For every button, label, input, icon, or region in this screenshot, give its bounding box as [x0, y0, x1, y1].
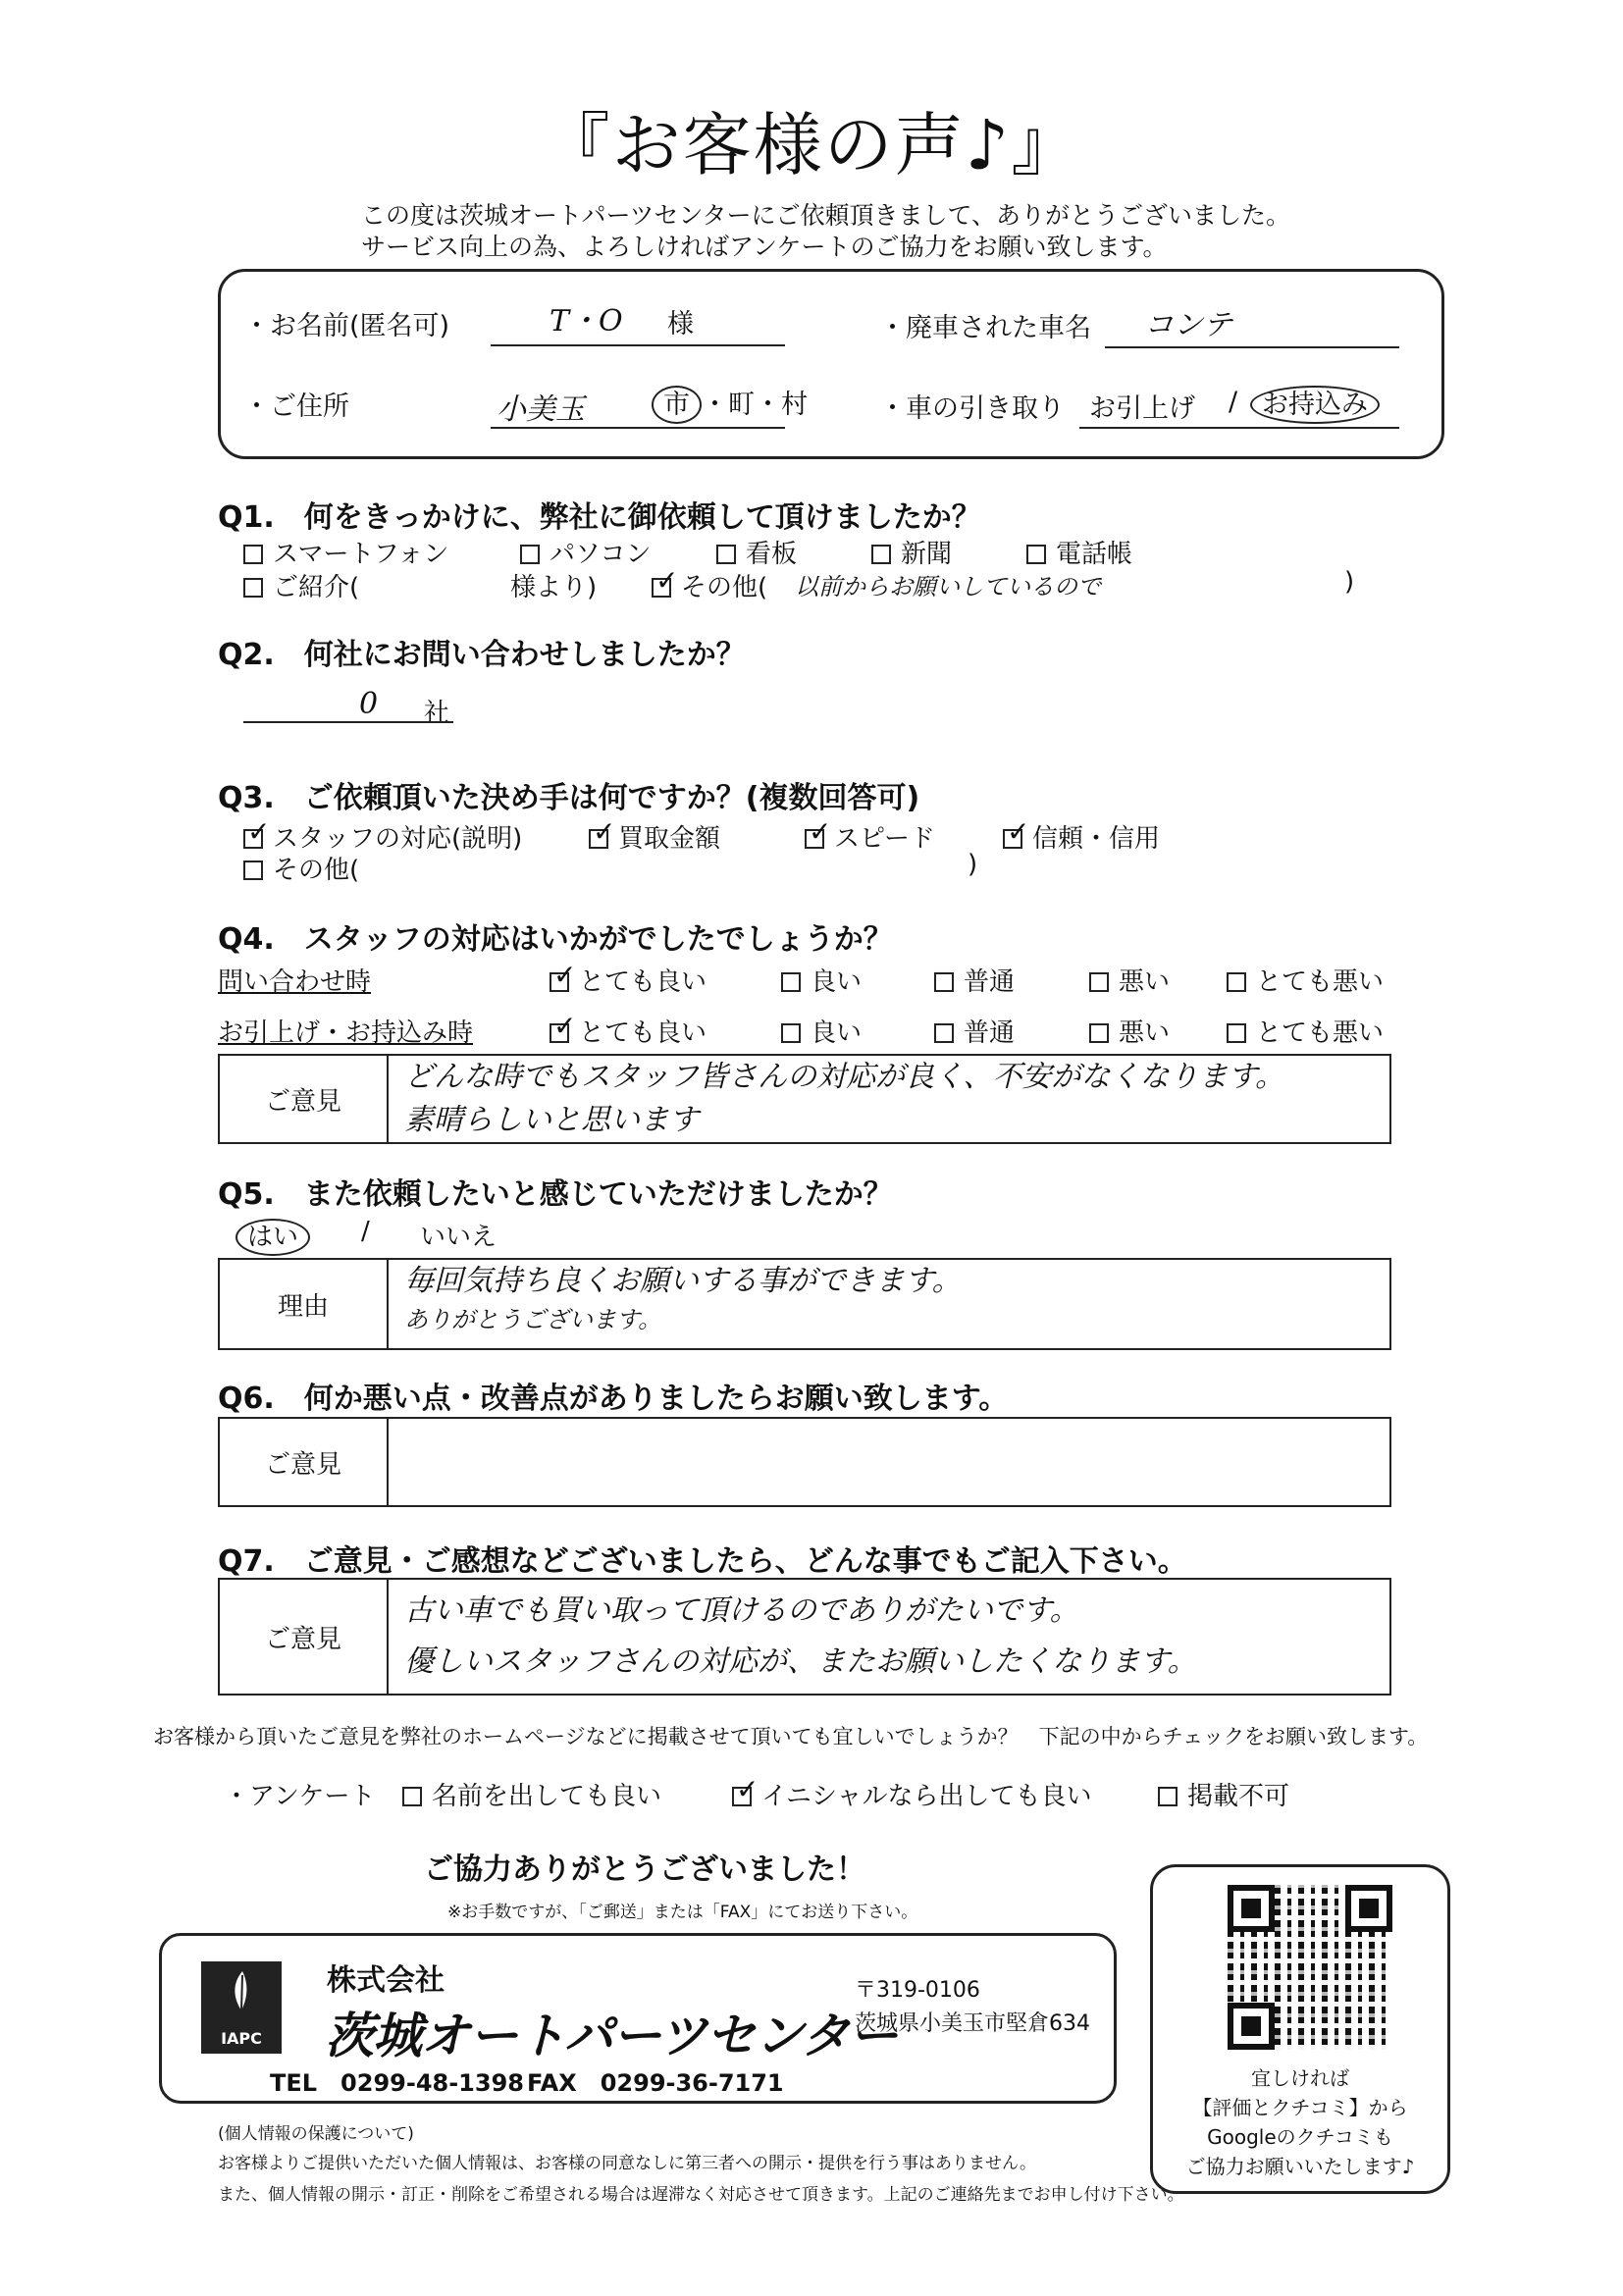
- name-label: ・お名前(匿名可): [243, 311, 450, 341]
- q4-comment-label: ご意見: [220, 1056, 389, 1142]
- publish-checkbox-name[interactable]: [402, 1787, 422, 1806]
- q1-checkbox-other[interactable]: [652, 578, 671, 598]
- privacy-heading: (個人情報の保護について): [218, 2124, 414, 2144]
- q4-row2-excellent[interactable]: ✓ とても良い: [550, 1013, 707, 1049]
- q7-comment-line-2[interactable]: 優しいスタッフさんの対応が、またお願いしたくなります。: [404, 1644, 1197, 1679]
- q5-reason-box: [218, 1258, 1391, 1350]
- q3-option-trust[interactable]: ✓ 信頼・信用: [1003, 818, 1160, 855]
- company-fax: FAX 0299-36-7171: [527, 2069, 784, 2097]
- q1-checkbox-smartphone[interactable]: [243, 545, 263, 564]
- address-label: ・ご住所: [243, 391, 349, 422]
- q1-other-value[interactable]: 以前からお願いしているので: [795, 573, 1101, 600]
- publish-question: お客様から頂いたご意見を弊社のホームページなどに掲載させて頂いても宜しいでしょうか？ 下記の中からチェックをお願い致します。: [153, 1725, 1429, 1748]
- q4-row1-checkbox-excellent[interactable]: [550, 972, 569, 992]
- q1-option-signboard[interactable]: 看板: [716, 534, 797, 570]
- q4-row1-average[interactable]: 普通: [934, 962, 1015, 998]
- q1-checkbox-signboard[interactable]: [716, 545, 736, 564]
- company-kind: 株式会社: [327, 1963, 445, 1998]
- q7-comment-box: [218, 1578, 1391, 1696]
- customer-info-box: [218, 269, 1444, 459]
- q1-referral-suffix: 様より): [510, 573, 598, 602]
- qr-block: [1150, 1864, 1450, 2194]
- q4-title: Q4. スタッフの対応はいかがでしたでしょうか？: [218, 922, 893, 957]
- publish-option-none[interactable]: 掲載不可: [1158, 1776, 1289, 1812]
- q4-row2-checkbox-average[interactable]: [934, 1023, 954, 1043]
- q5-reason-label: 理由: [220, 1260, 389, 1348]
- q3-checkbox-staff[interactable]: [243, 829, 263, 849]
- q4-row2-very-bad[interactable]: とても悪い: [1227, 1013, 1384, 1049]
- q5-separator: /: [361, 1217, 370, 1246]
- pickup-option-pickup[interactable]: お引上げ: [1089, 393, 1195, 424]
- q4-row2-bad[interactable]: 悪い: [1089, 1013, 1170, 1049]
- q4-row2-checkbox-good[interactable]: [781, 1023, 801, 1043]
- q4-row2-good[interactable]: 良い: [781, 1013, 862, 1049]
- car-underline: [1105, 345, 1399, 348]
- q7-comment-line-1[interactable]: 古い車でも買い取って頂けるのでありがたいです。: [404, 1593, 1079, 1628]
- q5-reason-line-2[interactable]: ありがとうございます。: [404, 1306, 662, 1333]
- q1-checkbox-newspaper[interactable]: [871, 545, 891, 564]
- q6-comment-label: ご意見: [220, 1419, 389, 1505]
- q3-checkbox-price[interactable]: [589, 829, 608, 849]
- q4-row1-excellent[interactable]: ✓ とても良い: [550, 962, 707, 998]
- qr-note-line-1: 宜しければ: [1251, 2066, 1349, 2090]
- pickup-underline: [1079, 426, 1399, 429]
- q7-title: Q7. ご意見・ご感想などございましたら、どんな事でもご記入下さい。: [218, 1544, 1187, 1579]
- name-underline: [491, 343, 785, 346]
- name-value[interactable]: T・O: [550, 304, 623, 339]
- q1-title: Q1. 何をきっかけに、弊社に御依頼して頂けましたか？: [218, 500, 981, 535]
- q1-option-smartphone[interactable]: スマートフォン: [243, 534, 448, 570]
- publish-checkbox-none[interactable]: [1158, 1787, 1178, 1806]
- car-label: ・廃車された車名: [879, 313, 1091, 343]
- q3-option-staff[interactable]: ✓スタッフの対応(説明): [243, 818, 522, 855]
- q1-checkbox-referral[interactable]: [243, 578, 263, 598]
- company-address: 茨城県小美玉市堅倉634: [855, 2011, 1090, 2036]
- company-postal: 〒319-0106: [855, 1978, 980, 2003]
- q6-comment-box[interactable]: [218, 1417, 1391, 1507]
- company-logo-text: IAPC: [221, 2029, 262, 2048]
- q3-option-other[interactable]: その他(: [243, 850, 359, 886]
- q2-unit: 社: [424, 699, 450, 728]
- q4-row1-good[interactable]: 良い: [781, 962, 862, 998]
- q4-row1-checkbox-good[interactable]: [781, 972, 801, 992]
- qr-note-line-2: 【評価とクチコミ】から: [1192, 2096, 1408, 2119]
- publish-checkbox-initials[interactable]: [732, 1787, 752, 1806]
- mail-note: ※お手数ですが、「ご郵送」または「FAX」にてお送り下さい。: [447, 1903, 918, 1922]
- q4-comment-box: [218, 1054, 1391, 1144]
- intro-line-1: この度は茨城オートパーツセンターにご依頼頂きまして、ありがとうございました。: [361, 201, 1291, 230]
- qr-note-line-4: ご協力お願いいたします♪: [1185, 2155, 1415, 2178]
- q4-row1-checkbox-very-bad[interactable]: [1227, 972, 1246, 992]
- intro-line-2: サービス向上の為、よろしければアンケートのご協力をお願い致します。: [361, 233, 1168, 261]
- q4-row2-checkbox-very-bad[interactable]: [1227, 1023, 1246, 1043]
- page-title: 『お客様の声♪』: [541, 105, 1082, 185]
- q3-checkbox-speed[interactable]: [805, 829, 824, 849]
- q4-row1-label: 問い合わせ時: [218, 967, 372, 997]
- q4-row1-checkbox-bad[interactable]: [1089, 972, 1109, 992]
- company-logo: [201, 1961, 282, 2054]
- name-suffix: 様: [667, 309, 694, 339]
- q4-row1-very-bad[interactable]: とても悪い: [1227, 962, 1384, 998]
- address-city[interactable]: 小美玉: [497, 392, 585, 427]
- q5-yes[interactable]: はい: [236, 1219, 310, 1256]
- q2-value[interactable]: 0: [359, 687, 379, 721]
- pickup-label: ・車の引き取り: [879, 393, 1065, 424]
- qr-note-line-3: Googleのクチコミも: [1207, 2125, 1393, 2149]
- q4-row2-checkbox-bad[interactable]: [1089, 1023, 1109, 1043]
- leaf-icon: [203, 1963, 280, 2022]
- q4-row2-checkbox-excellent[interactable]: [550, 1023, 569, 1043]
- q1-option-pc[interactable]: パソコン: [520, 534, 651, 570]
- q2-underline: [243, 720, 453, 723]
- q2-title: Q2. 何社にお問い合わせしましたか？: [218, 638, 746, 672]
- q4-comment-line-1[interactable]: どんな時でもスタッフ皆さんの対応が良く、不安がなくなります。: [404, 1060, 1284, 1094]
- q3-option-speed[interactable]: ✓ スピード: [805, 818, 935, 855]
- q3-other-close: ): [968, 850, 978, 879]
- q1-checkbox-pc[interactable]: [520, 545, 540, 564]
- q5-title: Q5. また依頼したいと感じていただけましたか？: [218, 1177, 893, 1212]
- address-unit-city[interactable]: 市: [652, 386, 702, 424]
- qr-code[interactable]: [1228, 1885, 1392, 2050]
- pickup-separator: /: [1229, 387, 1238, 417]
- q1-option-newspaper[interactable]: 新聞: [871, 534, 952, 570]
- q1-checkbox-phonebook[interactable]: [1026, 545, 1046, 564]
- address-underline: [491, 426, 785, 429]
- address-unit-town[interactable]: ・町: [702, 390, 755, 420]
- address-unit-village[interactable]: ・村: [755, 390, 808, 420]
- pickup-option-bring-in[interactable]: お持込み: [1250, 386, 1380, 424]
- q6-title: Q6. 何か悪い点・改善点がありましたらお願い致します。: [218, 1382, 1009, 1416]
- q4-row2-average[interactable]: 普通: [934, 1013, 1015, 1049]
- q1-option-phonebook[interactable]: 電話帳: [1026, 534, 1132, 570]
- q1-option-other[interactable]: ✓ その他(: [652, 567, 767, 603]
- q3-checkbox-other[interactable]: [243, 861, 263, 880]
- q3-checkbox-trust[interactable]: [1003, 829, 1022, 849]
- q5-reason-line-1[interactable]: 毎回気持ち良くお願いする事ができます。: [404, 1264, 962, 1298]
- q7-comment-label: ご意見: [220, 1580, 389, 1694]
- company-block: [159, 1933, 1117, 2104]
- q4-comment-line-2[interactable]: 素晴らしいと思います: [404, 1103, 699, 1137]
- company-tel: TEL 0299-48-1398: [270, 2069, 524, 2097]
- publish-option-initials[interactable]: ✓ イニシャルなら出しても良い: [732, 1776, 1091, 1812]
- privacy-line-1: お客様よりご提供いただいた個人情報は、お客様の同意なしに第三者への開示・提供を行う事はありません。: [218, 2154, 1037, 2173]
- publish-label: ・アンケート: [224, 1782, 376, 1811]
- q1-other-close: ): [1344, 567, 1355, 597]
- q4-row2-label: お引上げ・お持込み時: [218, 1018, 474, 1048]
- publish-option-name[interactable]: 名前を出しても良い: [402, 1776, 661, 1812]
- q1-option-referral[interactable]: ご紹介(: [243, 567, 359, 603]
- q4-row1-checkbox-average[interactable]: [934, 972, 954, 992]
- car-value[interactable]: コンテ: [1144, 308, 1232, 342]
- privacy-line-2: また、個人情報の開示・訂正・削除をご希望される場合は遅滞なく対応させて頂きます。上記のご連絡先までお申し付け下さい。: [218, 2185, 1184, 2205]
- company-name: 茨城オートパーツセンター: [325, 2008, 897, 2064]
- q4-row1-bad[interactable]: 悪い: [1089, 962, 1170, 998]
- q3-title: Q3. ご依頼頂いた決め手は何ですか？(複数回答可): [218, 781, 920, 815]
- thanks-message: ご協力ありがとうございました！: [424, 1852, 865, 1887]
- q3-option-price[interactable]: ✓ 買取金額: [589, 818, 720, 855]
- q5-no[interactable]: いいえ: [420, 1223, 497, 1252]
